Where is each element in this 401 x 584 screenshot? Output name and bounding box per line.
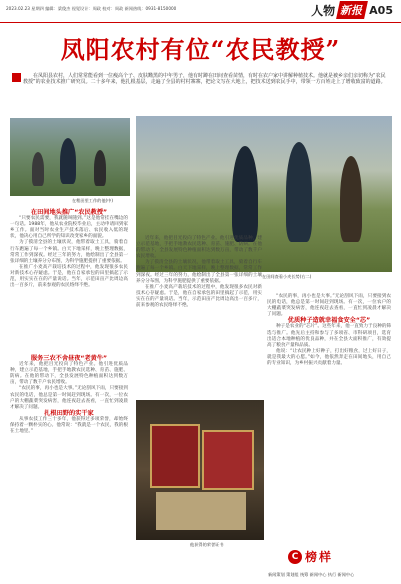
issue-info: 2023.02.23 星期四 编辑：梁俊杰 视觉设计：周政 校对：周政 [6,6,125,11]
section-name: 人物 [311,3,336,18]
person-figure [286,142,312,242]
photo2-caption: 在田间查看小麦长势(右二) [262,274,312,279]
paragraph: 在推广小麦高产栽培技术的过程中，他发现很多农民对新技术心存疑虑。于是，他在自家承包的田里搞起了示范，用实实在在的产量说话。当年，示范田亩产比周边高出一百多斤，前来参观的农民络绎不绝。 [10,264,128,289]
photo1-caption: 在稻田里工作的他(中) [72,198,113,203]
paragraph: 为了摸清全县的土壤状况，他带着取土工具，骑着自行车跑遍了每一个乡镇。白天下地采样，晚上整理数据，常常工作到深夜。经过三年的努力，他绘制出了全县第一张详细的土壤养分分布图，为科学施肥提供了重要依据。 [10,240,128,264]
column-1-lower [10,356,128,435]
brand-logo: 新报 [336,1,368,19]
header-bar [0,0,401,23]
photo-certificates [136,400,264,540]
paragraph: 从事农技工作三十多年，他获得过多项荣誉，却始终保持着一颗朴实的心。他常说：“我就是一个农民，我的根在土地里。” [10,416,128,435]
paragraph: “农民的事，再小也是大事。”无论刮风下雨，只要接到农民的电话，他总是第一时间赶到现场。有一次，一位农户的大棚蔬菜突发病害，他连夜赶去查看，一直忙到凌晨才解决了问题。 [267,294,391,318]
photo-field-work [10,118,130,196]
paragraph: 近年来，他把目光投向了特色产业。他引进优质品种，建立示范基地，手把手地教农民选种、育苗、施肥、防病。在他的带动下，全县发展特色种植面积达到数万亩，带动了数千户农民增收。 [10,362,128,386]
section-title-4: 扎根田野的实干家 [44,409,94,417]
certificate-book [202,430,254,490]
paragraph: “只要农民需要，我就随叫随到。”这是他常挂在嘴边的一句话。1988年，他从农业院校毕业后，主动申请回到家乡工作。面对当时农业生产技术落后、农民收入低的现状，他决心用自己所学的知识改变家乡的面貌。 [10,216,128,240]
paragraph: 他说：“让农民种上好种子，打出好粮食，过上好日子，就是我最大的心愿。”如今，他依然奔走在田间地头，用自己的专业知识，为乡村振兴贡献着力量。 [267,348,391,367]
photo3-caption: 他获得的荣誉证书 [190,542,224,547]
issue-meta [6,6,176,11]
column-3 [267,294,391,367]
article-lead [12,73,390,86]
paragraph: 为了摸清全县的土壤状况，他带着取土工具，骑着自行车跑遍了每一个乡镇。白天下地采样，晚上整理数据，常常工作到深夜。经过三年的努力，他绘制出了全县第一张详细的土壤养分分布图，为科学施肥提供了重要依据。 [136,260,262,284]
section-title-2: 服务三农不舍昼夜“老黄牛” [30,355,108,362]
paragraph: “农民的事，再小也是大事。”无论刮风下雨，只要接到农民的电话，他总是第一时间赶到现场。有一次，一位农户的大棚蔬菜突发病害，他连夜赶去查看，一直忙到凌晨才解决了问题。 [10,386,128,410]
person-figure [60,138,76,184]
column-1 [10,210,128,289]
certificate-book [156,492,246,530]
section-logo [288,548,333,565]
paragraph: 近年来，他把目光投向了特色产业。他引进优质品种，建立示范基地，手把手地教农民选种、育苗、施肥、防病。在他的带动下，全县发展特色种植面积达到数万亩，带动了数千户农民增收。 [136,236,262,260]
logo-text: 榜样 [305,550,334,564]
logo-mark-icon: C [288,550,302,564]
column-2 [136,236,262,309]
news-hotline: 新闻热线：0931-8150000 [124,6,177,11]
certificate-book [150,424,200,488]
masthead [311,1,393,19]
person-figure [232,146,258,242]
page-number: A05 [369,3,393,17]
person-figure [94,150,106,186]
section-title-1: 在田间地头推广“农民教授” [30,209,108,216]
person-figure [32,152,44,186]
dropcap-marker [12,73,21,82]
article-headline: 凤阳农村有位“农民教授” [60,35,341,64]
person-figure [340,156,362,242]
editor-credits: 新闻策划 策划组 统筹 新闻中心 执行 新闻中心 [268,572,355,577]
paragraph: 在推广小麦高产栽培技术的过程中，他发现很多农民对新技术心存疑虑。于是，他在自家承包的田里搞起了示范，用实实在在的产量说话。当年，示范田亩产比周边高出一百多斤，前来参观的农民络绎不绝。 [136,284,262,309]
lead-text: 在凤阳县农村，人们常常能看到一位瘦高个子、皮肤黝黑的中年男子，他有时蹲在田间查看苗情，有时在农户家中讲解种植技术。他就是被乡亲们亲切称为“农民教授”的农业技术推广研究员。二十多年来，他扎根基层，走遍了全县的村村寨寨，把论文写在大地上，把技术送到农民手中，带领一方百姓走上了增收致富的道路。 [23,73,386,86]
section-title-3: 优质种子造就幸福食安全“芯” [287,317,371,325]
paragraph: 种子是农业的“芯片”。这些年来，他一直致力于良种的筛选与推广。他先后主持和参与了多项省、市科研项目，选育出适合本地种植的优良品种，并在全县大面积推广，有效提高了粮食产量和品质。 [267,324,392,348]
